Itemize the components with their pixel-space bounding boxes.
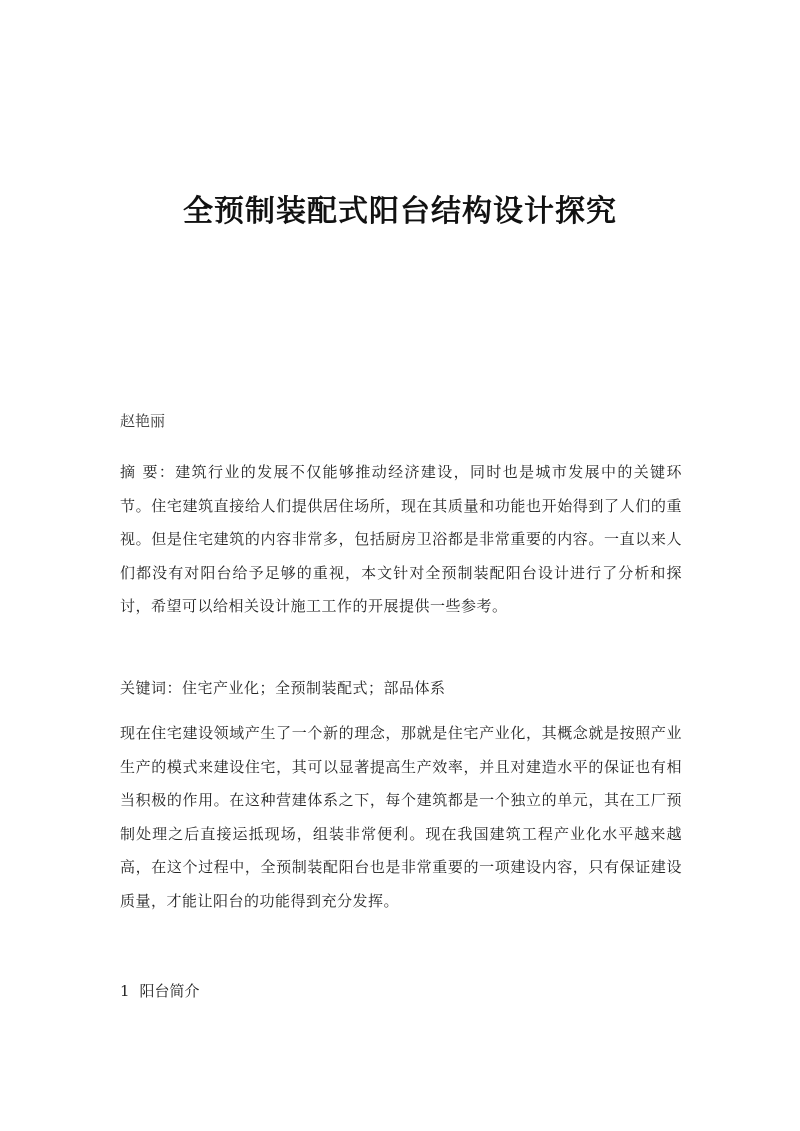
keywords-line: 关键词：住宅产业化；全预制装配式；部品体系 bbox=[120, 679, 446, 697]
abstract-paragraph: 摘 要：建筑行业的发展不仅能够推动经济建设，同时也是城市发展中的关键环节。住宅建筑直接给人们提供居住场所，现在其质量和功能也开始得到了人们的重视。但是住宅建筑的内容非常多，包括厨房卫浴都是非常重要的内容。一直以来人们都没有对阳台给予足够的重视，本文针对全预制装配阳台设计进行了分析和探讨，希望可以给相关设计施工工作的开展提供一些参考。 bbox=[120, 463, 682, 615]
section-number: 1 bbox=[120, 982, 130, 1000]
author-name: 赵艳丽 bbox=[120, 412, 166, 430]
section-title: 阳台简介 bbox=[139, 982, 200, 1000]
document-title: 全预制装配式阳台结构设计探究 bbox=[183, 194, 617, 229]
section-heading bbox=[120, 980, 200, 1001]
intro-paragraph: 现在住宅建设领域产生了一个新的理念，那就是住宅产业化，其概念就是按照产业生产的模式来建设住宅，其可以显著提高生产效率，并且对建造水平的保证也有相当积极的作用。在这种营建体系之下，每个建筑都是一个独立的单元，其在工厂预制处理之后直接运抵现场，组装非常便利。现在我国建筑工程产业化水平越来越高，在这个过程中，全预制装配阳台也是非常重要的一项建设内容，只有保证建设质量，才能让阳台的功能得到充分发挥。 bbox=[120, 724, 682, 910]
